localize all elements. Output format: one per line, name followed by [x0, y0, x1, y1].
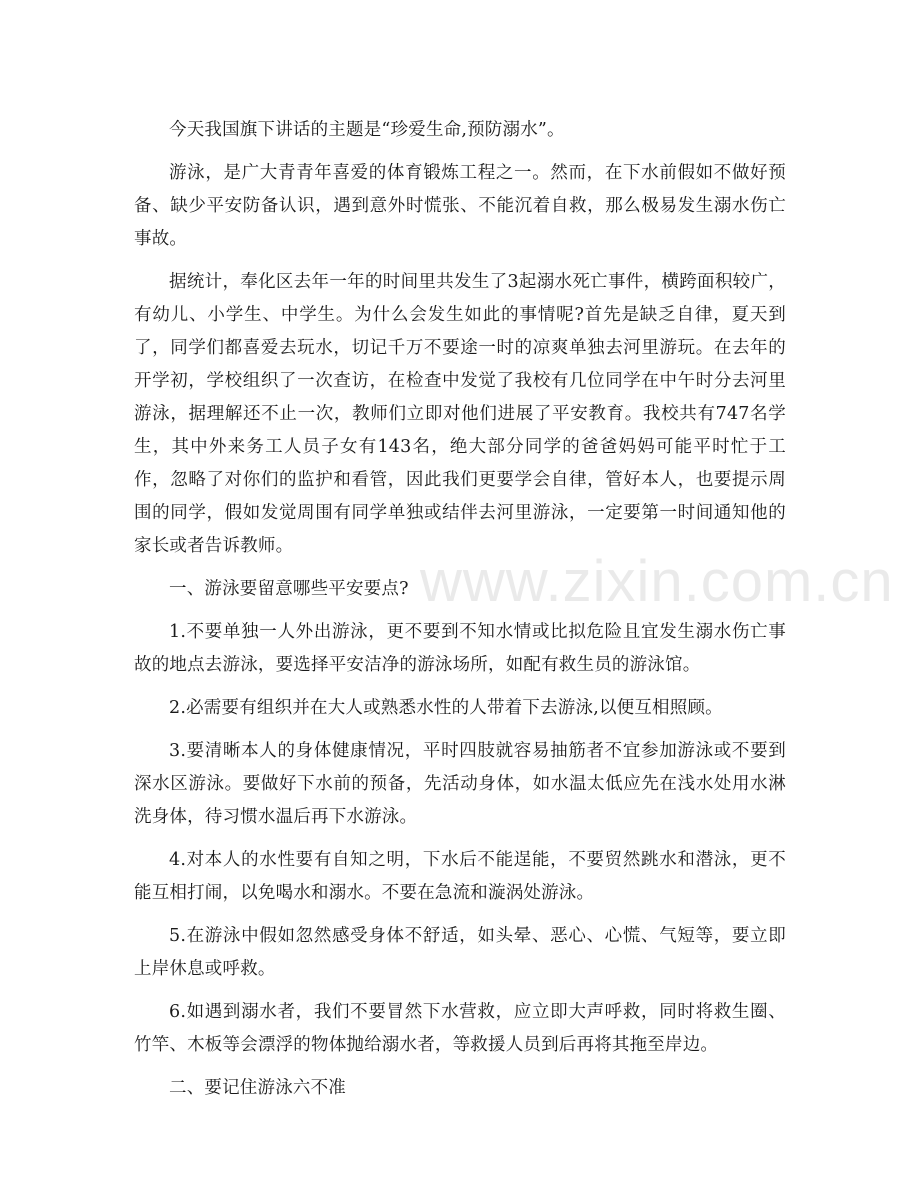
list-item-point-5: 5.在游泳中假如忽然感受身体不舒适，如头晕、恶心、心慌、气短等，要立即上岸休息或呼救。	[134, 926, 786, 979]
paragraph-statistics: 据统计，奉化区去年一年的时间里共发生了3起溺水死亡事件，横跨面积较广，有幼儿、小学生、中学生。为什么会发生如此的事情呢?首先是缺乏自律，夏天到了，同学们都喜爱去玩水，切记千万不要途一时的凉爽单独去河里游玩。在去年的开学初，学校组织了一次查访，在检查中发觉了我校有几位同学在中午时分去河里游泳，据理解还不止一次，教师们立即对他们进展了平安教育。我校共有747名学生，其中外来务工人员子女有143名，绝大部分同学的爸爸妈妈可能平时忙于工作，忽略了对你们的监护和看管，因此我们更要学会自律，管好本人，也要提示周围的同学，假如发觉周围有同学单独或结伴去河里游泳，一定要第一时间通知他的家长或者告诉教师。	[134, 272, 786, 556]
list-item-point-4: 4.对本人的水性要有自知之明，下水后不能逞能，不要贸然跳水和潜泳，更不能互相打闹，以免喝水和溺水。不要在急流和漩涡处游泳。	[134, 850, 786, 903]
section-heading-six-rules: 二、要记住游泳六不准	[169, 1078, 346, 1098]
list-item-point-1: 1.不要单独一人外出游泳，更不要到不知水情或比拟危险且宜发生溺水伤亡事故的地点去游泳，要选择平安洁净的游泳场所，如配有救生员的游泳馆。	[134, 622, 786, 675]
list-item-point-6: 6.如遇到溺水者，我们不要冒然下水营救，应立即大声呼救，同时将救生圈、竹竿、木板等会漂浮的物体抛给溺水者，等救援人员到后再将其拖至岸边。	[134, 1002, 786, 1055]
document-body	[134, 114, 786, 1115]
paragraph-swimming: 游泳，是广大青青年喜爱的体育锻炼工程之一。然而，在下水前假如不做好预备、缺少平安防备认识，遇到意外时慌张、不能沉着自救，那么极易发生溺水伤亡事故。	[134, 163, 786, 249]
section-heading-safety-points: 一、游泳要留意哪些平安要点?	[169, 579, 409, 599]
list-item-point-3: 3.要清晰本人的身体健康情况，平时四肢就容易抽筋者不宜参加游泳或不要到深水区游泳。要做好下水前的预备，先活动身体，如水温太低应先在浅水处用水淋洗身体，待习惯水温后再下水游泳。	[134, 741, 786, 827]
paragraph-intro: 今天我国旗下讲话的主题是“珍爱生命,预防溺水”。	[169, 120, 565, 140]
list-item-point-2: 2.必需要有组织并在大人或熟悉水性的人带着下去游泳,以便互相照顾。	[169, 698, 723, 718]
watermark-text: www.zixin.com.cn	[420, 549, 894, 614]
